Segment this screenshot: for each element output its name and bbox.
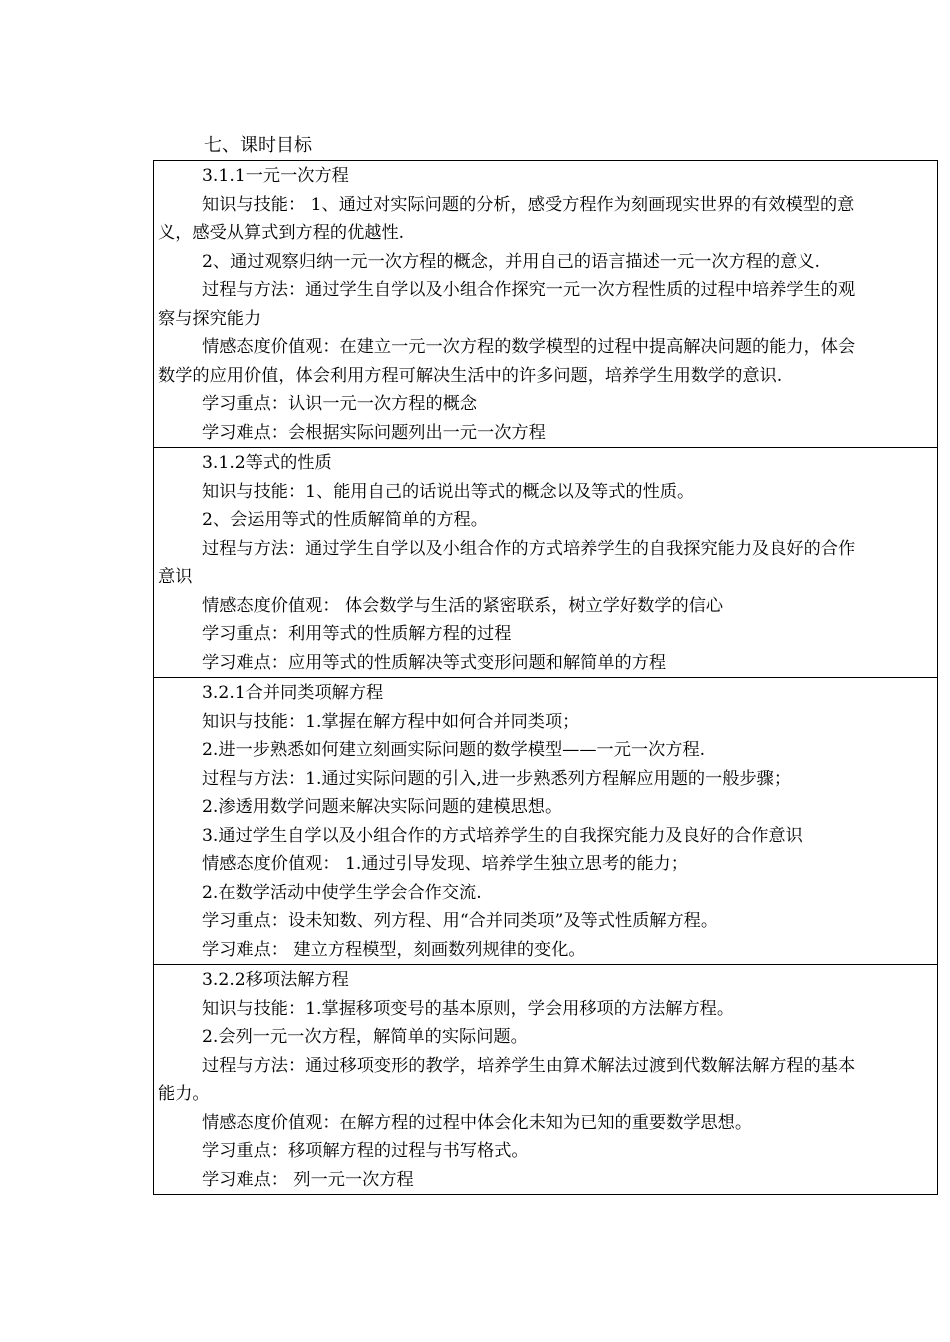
goal-line: 学习难点： 列一元一次方程 — [202, 1169, 414, 1190]
goal-line: 知识与技能：1、能用自己的话说出等式的概念以及等式的性质。 — [202, 481, 695, 502]
section-heading: 七、课时目标 — [204, 135, 312, 156]
goal-line: 学习难点：会根据实际问题列出一元一次方程 — [202, 422, 546, 443]
goal-line: 情感态度价值观：在建立一元一次方程的数学模型的过程中提高解决问题的能力，体会 — [202, 337, 856, 357]
lesson-section — [154, 161, 937, 447]
lesson-section — [154, 677, 937, 964]
lesson-section — [154, 964, 937, 1194]
goal-line: 2.渗透用数学问题来解决实际问题的建模思想。 — [202, 797, 563, 817]
lesson-title: 3.2.1合并同类项解方程 — [202, 683, 384, 703]
goal-line: 能力。 — [158, 1084, 210, 1104]
goal-line: 过程与方法：通过移项变形的教学，培养学生由算术解法过渡到代数解法解方程的基本 — [202, 1055, 856, 1076]
goal-line: 过程与方法：1.通过实际问题的引入,进一步熟悉列方程解应用题的一般步骤； — [202, 768, 792, 789]
goal-line: 知识与技能： 1、通过对实际问题的分析，感受方程作为刻画现实世界的有效模型的意 — [202, 194, 855, 215]
goal-line: 学习难点： 建立方程模型，刻画数列规律的变化。 — [202, 939, 586, 960]
goal-line: 情感态度价值观： 1.通过引导发现、培养学生独立思考的能力； — [202, 854, 688, 874]
lesson-title: 3.1.1一元一次方程 — [202, 166, 349, 186]
goal-line: 察与探究能力 — [158, 308, 262, 329]
goal-line: 学习重点：移项解方程的过程与书写格式。 — [202, 1141, 529, 1161]
goal-line: 学习重点：设未知数、列方程、用“合并同类项”及等式性质解方程。 — [202, 911, 719, 931]
goal-line: 数学的应用价值，体会利用方程可解决生活中的许多问题，培养学生用数学的意识. — [158, 365, 783, 386]
goal-line: 意识 — [158, 567, 193, 587]
lesson-section — [154, 447, 937, 677]
goal-line: 学习重点：认识一元一次方程的概念 — [202, 394, 478, 414]
goal-line: 知识与技能：1.掌握在解方程中如何合并同类项； — [202, 711, 580, 732]
goal-line: 知识与技能：1.掌握移项变号的基本原则，学会用移项的方法解方程。 — [202, 998, 735, 1019]
goal-line: 2、会运用等式的性质解简单的方程。 — [202, 510, 488, 530]
goal-line: 学习难点：应用等式的性质解决等式变形问题和解简单的方程 — [202, 652, 667, 673]
goal-line: 2.进一步熟悉如何建立刻画实际问题的数学模型——一元一次方程. — [202, 740, 706, 760]
goal-line: 情感态度价值观：在解方程的过程中体会化未知为已知的重要数学思想。 — [202, 1112, 753, 1133]
lesson-title: 3.1.2等式的性质 — [202, 453, 332, 473]
lesson-title: 3.2.2移项法解方程 — [202, 970, 349, 990]
goal-line: 2、通过观察归纳一元一次方程的概念，并用自己的语言描述一元一次方程的意义. — [202, 251, 820, 272]
goal-line: 2.会列一元一次方程，解简单的实际问题。 — [202, 1027, 528, 1047]
goal-line: 过程与方法：通过学生自学以及小组合作探究一元一次方程性质的过程中培养学生的观 — [202, 280, 856, 300]
goal-line: 情感态度价值观： 体会数学与生活的紧密联系，树立学好数学的信心 — [202, 595, 724, 616]
goal-line: 学习重点：利用等式的性质解方程的过程 — [202, 624, 512, 644]
goal-line: 过程与方法：通过学生自学以及小组合作的方式培养学生的自我探究能力及良好的合作 — [202, 538, 856, 559]
goal-line: 义，感受从算式到方程的优越性. — [158, 223, 405, 243]
goal-line: 3.通过学生自学以及小组合作的方式培养学生的自我探究能力及良好的合作意识 — [202, 825, 803, 846]
lesson-goals-table — [153, 160, 938, 1195]
goal-line: 2.在数学活动中使学生学会合作交流. — [202, 882, 482, 903]
